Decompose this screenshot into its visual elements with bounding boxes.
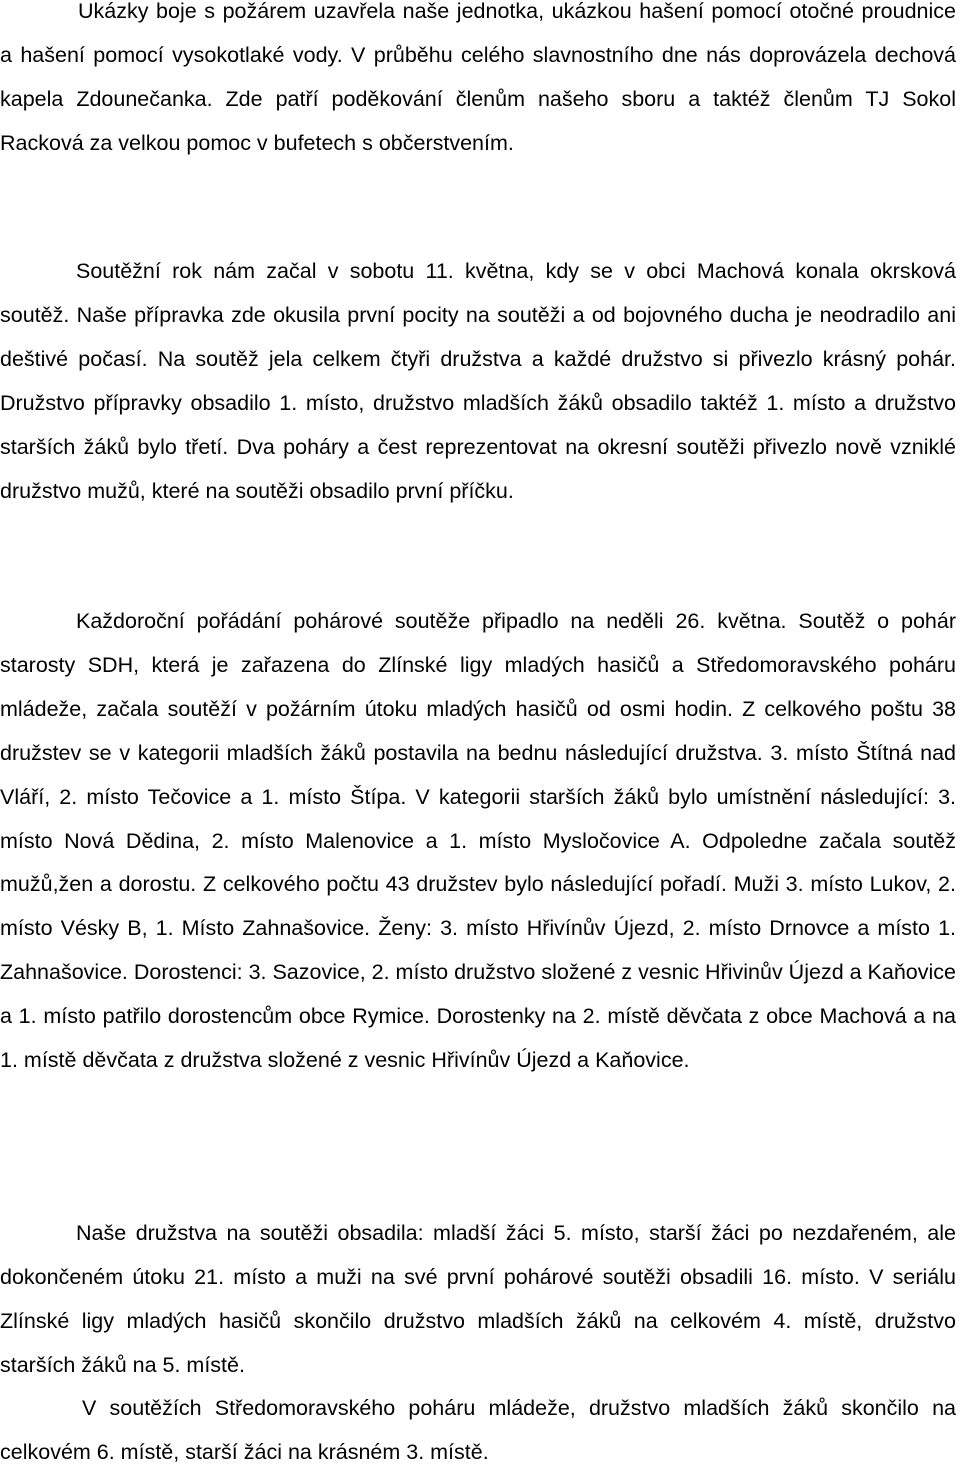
paragraph-team-results: Naše družstva na soutěži obsadila: mladší žáci 5. místo, starší žáci po nezdařeném, ale dokončeném útoku 21. místo a muži na své první pohárové soutěži obsadili 16. místo. V seriálu Zlínské ligy mladých hasičů skončilo družstvo mladších žáků na celkovém 4. místě, družstvo starších žáků na 5. místě. [0, 1221, 956, 1377]
paragraph-youth-cup-results: V soutěžích Středomoravského poháru mládeže, družstvo mladších žáků skončilo na celkovém 6. místě, starší žáci na krásném 3. místě. [0, 1396, 956, 1464]
paragraph-cup-competition: Každoroční pořádání pohárové soutěže připadlo na neděli 26. května. Soutěž o pohár starosty SDH, která je zařazena do Zlínské ligy mladých hasičů a Středomoravského poháru mládeže, začala soutěží v požárním útoku mladých hasičů od osmi hodin. Z celkového poštu 38 družstev se v kategorii mladších žáků postavila na bednu následující družstva. 3. místo Štítná nad Vláří, 2. místo Tečovice a 1. místo Štípa. V kategorii starších žáků bylo umístnění následující: 3. místo Nová Dědina, 2. místo Malenovice a 1. místo Mysločovice A. Odpoledne začala soutěž mužů,žen a dorostu. Z celkového počtu 43 družstev bylo následující pořadí. Muži 3. místo Lukov, 2. místo Vésky B, 1. Místo Zahnašovice. Ženy: 3. místo Hřivínův Újezd, 2. místo Drnovce a místo 1. Zahnašovice. Dorostenci: 3. Sazovice, 2. místo družstvo složené z vesnic Hřivinův Újezd a Kaňovice a 1. místo patřilo dorostencům obce Rymice. Dorostenky na 2. místě děvčata z obce Machová a na 1. místě děvčata z družstva složené z vesnic Hřivínův Újezd a Kaňovice. [0, 609, 956, 1073]
paragraph-fire-demonstration: Ukázky boje s požárem uzavřela naše jednotka, ukázkou hašení pomocí otočné proudnice a hašení pomocí vysokotlaké vody. V průběhu celého slavnostního dne nás doprovázela dechová kapela Zdounečanka. Zde patří poděkování členům našeho sboru a taktéž členům TJ Sokol Racková za velkou pomoc v bufetech s občerstvením. [0, 0, 956, 155]
paragraph-district-competition: Soutěžní rok nám začal v sobotu 11. května, kdy se v obci Machová konala okrsková soutěž. Naše přípravka zde okusila první pocity na soutěži a od bojovného ducha je neodradilo ani deštivé počasí. Na soutěž jela celkem čtyři družstva a každé družstvo si přivezlo krásný pohár. Družstvo přípravky obsadilo 1. místo, družstvo mladších žáků obsadilo taktéž 1. místo a družstvo starších žáků bylo třetí. Dva poháry a čest reprezentovat na okresní soutěži přivezlo nově vzniklé družstvo mužů, které na soutěži obsadilo první příčku. [0, 259, 956, 503]
